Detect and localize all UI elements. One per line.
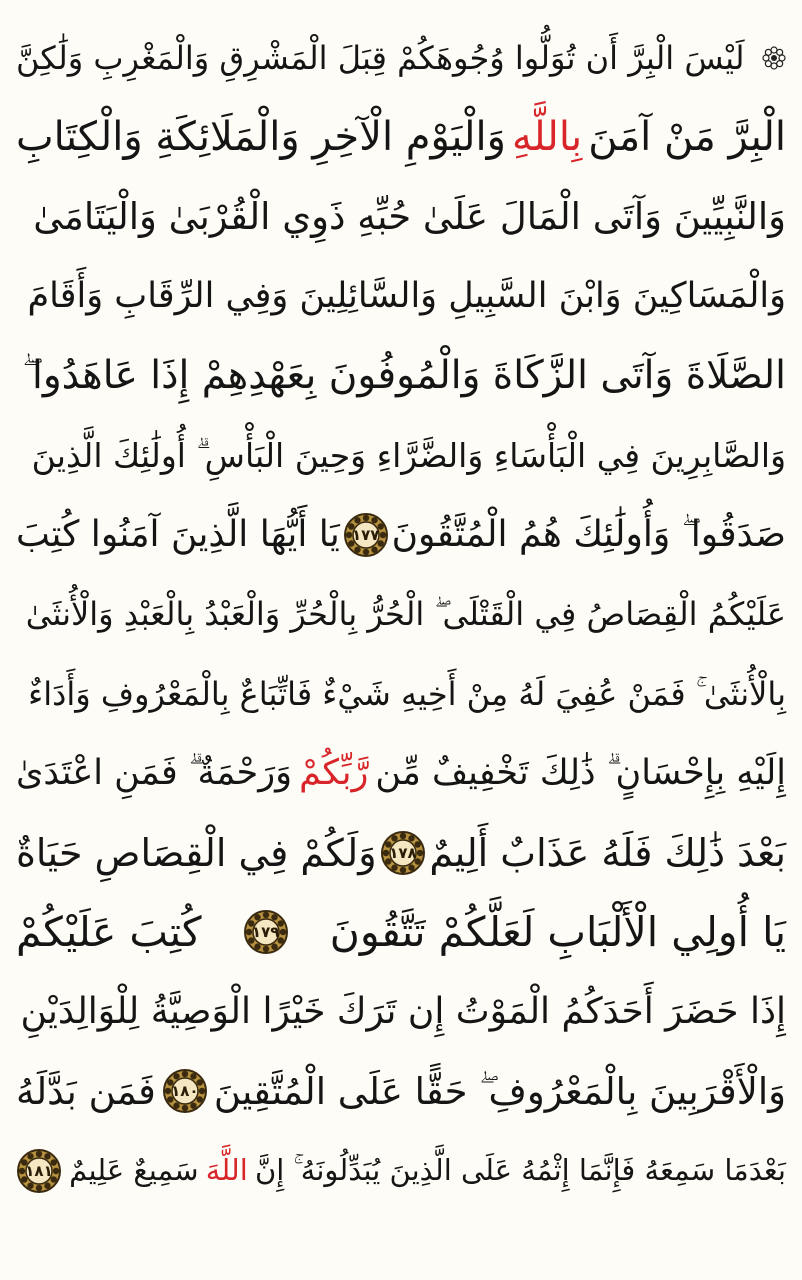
text-line	[16, 734, 786, 814]
text-line	[16, 18, 786, 98]
text-line	[16, 575, 786, 655]
text-line	[16, 972, 786, 1052]
verse-text: الْبِرَّ مَنْ آمَنَ	[588, 114, 786, 161]
divine-name-text: رَّبِّكُمْ	[299, 752, 369, 793]
verse-number: ١٧٩	[251, 923, 280, 942]
verse-text: إِذَا حَضَرَ أَحَدَكُمُ الْمَوْتُ إِن تَرَكَ خَيْرًا الْوَصِيَّةُ لِلْوَالِدَيْنِ	[20, 990, 786, 1032]
verse-text: فَمَن بَدَّلَهُ	[16, 1069, 156, 1113]
verse-text: وَالصَّابِرِينَ فِي الْبَأْسَاءِ وَالضَّرَّاءِ وَحِينَ الْبَأْسِ ۗ أُولَٰئِكَ الَّذِينَ	[31, 435, 786, 475]
text-line	[16, 98, 786, 178]
verse-text: وَالْأَقْرَبِينَ بِالْمَعْرُوفِ ۖ حَقًّا عَلَى الْمُتَّقِينَ	[213, 1069, 786, 1113]
verse-text: يَا أَيُّهَا الَّذِينَ آمَنُوا كُتِبَ	[16, 513, 340, 555]
text-line	[16, 1131, 786, 1211]
verse-text: عَلَيْكُمُ الْقِصَاصُ فِي الْقَتْلَى ۖ الْحُرُّ بِالْحُرِّ وَالْعَبْدُ بِالْعَبْدِ وَالْأُنثَىٰ	[25, 595, 786, 634]
verse-number-marker	[343, 512, 389, 558]
verse-text: وَرَحْمَةٌ ۗ فَمَنِ اعْتَدَىٰ	[16, 752, 292, 793]
hizb-marker-icon	[762, 46, 786, 70]
text-line	[16, 1052, 786, 1132]
verse-number-marker	[380, 830, 426, 876]
text-line	[16, 177, 786, 257]
verse-number: ١٨١	[25, 1161, 53, 1180]
verse-text: يَا أُولِي الْأَلْبَابِ لَعَلَّكُمْ تَتَّقُونَ	[329, 907, 786, 956]
text-line	[16, 893, 786, 973]
verse-text: وَلَكُمْ فِي الْقِصَاصِ حَيَاةٌ	[16, 830, 377, 875]
text-line	[16, 813, 786, 893]
verse-number: ١٨٠	[171, 1082, 199, 1101]
verse-text: إِلَيْهِ بِإِحْسَانٍ ۗ ذَٰلِكَ تَخْفِيفٌ مِّن	[375, 752, 786, 793]
verse-text: سَمِيعٌ عَلِيمٌ	[69, 1153, 199, 1188]
text-line	[16, 336, 786, 416]
divine-name-text: بِاللَّهِ	[511, 114, 583, 161]
verse-text: صَدَقُوا ۖ وَأُولَٰئِكَ هُمُ الْمُتَّقُونَ	[391, 513, 786, 555]
verse-number: ١٧٧	[351, 525, 380, 544]
verse-text: وَالنَّبِيِّينَ وَآتَى الْمَالَ عَلَىٰ حُبِّهِ ذَوِي الْقُرْبَىٰ وَالْيَتَامَىٰ	[33, 195, 786, 239]
divine-name-text: اللَّهَ	[205, 1153, 248, 1188]
verse-text: وَالْيَوْمِ الْآخِرِ وَالْمَلَائِكَةِ وَالْكِتَابِ	[16, 114, 506, 161]
verse-text: بَعْدَمَا سَمِعَهُ فَإِنَّمَا إِثْمُهُ عَلَى الَّذِينَ يُبَدِّلُونَهُ ۚ إِنَّ	[254, 1153, 786, 1188]
verse-number-marker	[162, 1068, 208, 1114]
text-line	[16, 257, 786, 337]
verse-number-marker	[16, 1148, 62, 1194]
verse-text: كُتِبَ عَلَيْكُمْ	[16, 907, 202, 956]
verse-text: بِالْأُنثَىٰ ۚ فَمَنْ عُفِيَ لَهُ مِنْ أَخِيهِ شَيْءٌ فَاتِّبَاعٌ بِالْمَعْرُوفِ وَأَدَاءٌ	[28, 674, 786, 713]
text-line	[16, 495, 786, 575]
verse-number: ١٧٨	[389, 843, 417, 862]
verse-number-marker	[243, 909, 289, 955]
verse-text: وَالْمَسَاكِينَ وَابْنَ السَّبِيلِ وَالسَّائِلِينَ وَفِي الرِّقَابِ وَأَقَامَ	[27, 275, 786, 316]
text-line	[16, 654, 786, 734]
verse-text: الصَّلَاةَ وَآتَى الزَّكَاةَ وَالْمُوفُونَ بِعَهْدِهِمْ إِذَا عَاهَدُوا ۖ	[22, 353, 786, 399]
verse-text: لَيْسَ الْبِرَّ أَن تُوَلُّوا وُجُوهَكُمْ قِبَلَ الْمَشْرِقِ وَالْمَغْرِبِ وَلَٰكِنَّ	[16, 38, 745, 77]
text-line	[16, 416, 786, 496]
verse-text: بَعْدَ ذَٰلِكَ فَلَهُ عَذَابٌ أَلِيمٌ	[429, 830, 786, 875]
